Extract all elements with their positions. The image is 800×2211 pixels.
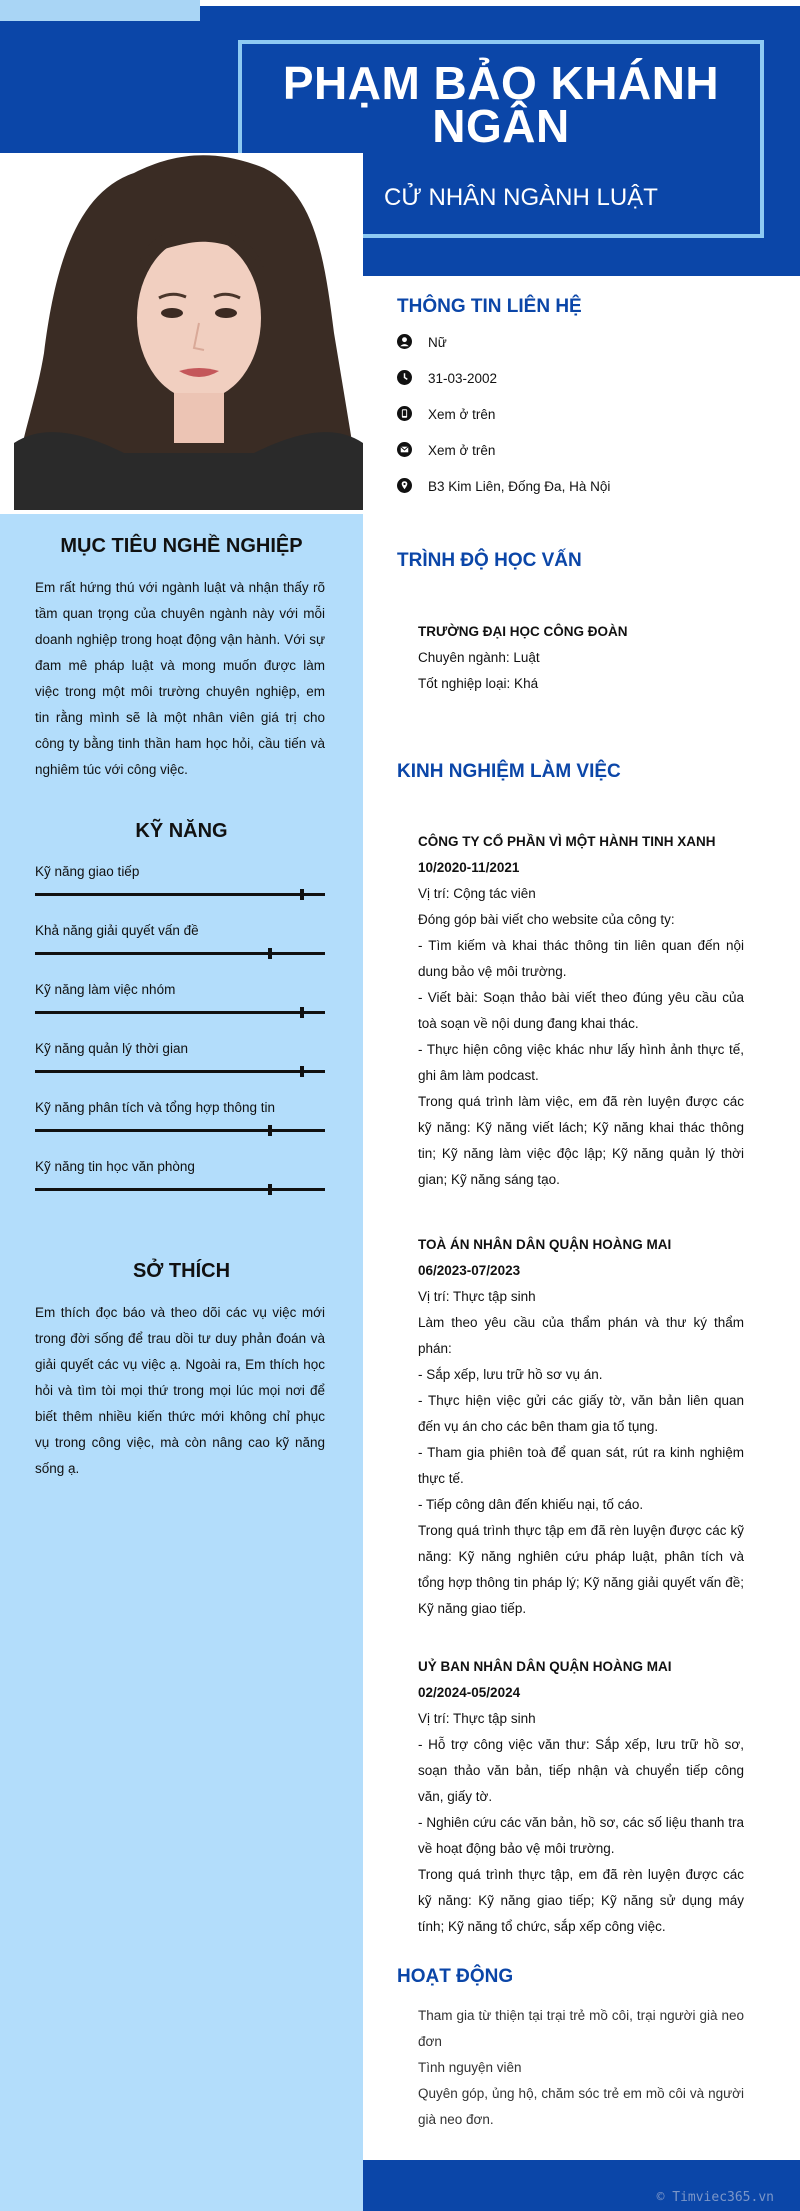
job-entry xyxy=(418,1654,744,1940)
job-line: Làm theo yêu cầu của thẩm phán và thư ký thẩm phán: xyxy=(418,1315,744,1356)
skill-bar xyxy=(35,893,325,896)
job-period: 06/2023-07/2023 xyxy=(418,1263,521,1278)
job-period: 02/2024-05/2024 xyxy=(418,1685,521,1700)
contact-birthday-text: 31-03-2002 xyxy=(428,371,498,386)
job-period: 10/2020-11/2021 xyxy=(418,860,520,875)
clock-icon xyxy=(397,370,412,385)
skill-level-marker xyxy=(300,1066,304,1077)
contact-email-text: Xem ở trên xyxy=(428,443,496,458)
user-icon xyxy=(397,334,412,349)
profile-photo xyxy=(14,153,363,510)
experience-heading: KINH NGHIỆM LÀM VIỆC xyxy=(397,761,621,782)
candidate-name xyxy=(242,57,760,152)
skill-label: Kỹ năng tin học văn phòng xyxy=(35,1159,195,1174)
job-company: CÔNG TY CỔ PHẦN VÌ MỘT HÀNH TINH XANH xyxy=(418,834,716,849)
candidate-name-line2: NGÂN xyxy=(432,100,570,152)
job-line: - Viết bài: Soạn thảo bài viết theo đúng yêu cầu của toà soạn về nội dung đang khai thác. xyxy=(418,990,744,1031)
skill-bar xyxy=(35,1129,325,1132)
skill-label: Khả năng giải quyết vấn đề xyxy=(35,923,199,938)
skill-level-marker xyxy=(268,1125,272,1136)
job-position: Vị trí: Thực tập sinh xyxy=(418,1289,536,1304)
job-line: Trong quá trình làm việc, em đã rèn luyện được các kỹ năng: Kỹ năng viết lách; Kỹ năng khai thác thông tin; Kỹ năng làm việc độc lập; Kỹ năng quản lý thời gian; Kỹ năng sáng tạo. xyxy=(418,1094,744,1187)
contact-heading: THÔNG TIN LIÊN HỆ xyxy=(397,296,582,317)
job-line: - Nghiên cứu các văn bản, hồ sơ, các số liệu thanh tra về hoạt động bảo vệ môi trường. xyxy=(418,1815,744,1856)
skill-level-marker xyxy=(268,948,272,959)
contact-gender-text: Nữ xyxy=(428,335,447,350)
job-line: Trong quá trình thực tập, em đã rèn luyện được các kỹ năng: Kỹ năng giao tiếp; Kỹ năng sử dụng máy tính; Kỹ năng tổ chức, sắp xếp công việc. xyxy=(418,1867,744,1934)
candidate-title: CỬ NHÂN NGÀNH LUẬT xyxy=(384,184,658,211)
contact-phone-text: Xem ở trên xyxy=(428,407,496,422)
header-accent-strip xyxy=(0,0,200,21)
objective-text: Em rất hứng thú với ngành luật và nhận thấy rõ tầm quan trọng của chuyên ngành này với mỗi doanh nghiệp trong hoạt động vận hành. Với sự đam mê pháp luật và mong muốn được làm việc trong một môi trường chuyên nghiệp, em tin rằng mình sẽ là một nhân viên giá trị cho công ty bằng tinh thần ham học hỏi, cầu tiến và nghiêm túc với công việc. xyxy=(35,580,325,777)
job-line: - Tiếp công dân đến khiếu nại, tố cáo. xyxy=(418,1497,644,1512)
phone-icon xyxy=(397,406,412,421)
job-line: Trong quá trình thực tập em đã rèn luyện được các kỹ năng: Kỹ năng nghiên cứu pháp luật, phân tích và tổng hợp thông tin pháp lý; Kỹ năng giải quyết vấn đề; Kỹ năng giao tiếp. xyxy=(418,1523,744,1616)
job-entry xyxy=(418,1232,744,1622)
skill-bar xyxy=(35,1070,325,1073)
skill-label: Kỹ năng phân tích và tổng hợp thông tin xyxy=(35,1100,276,1115)
skill-bar xyxy=(35,952,325,955)
skill-label: Kỹ năng giao tiếp xyxy=(35,864,140,879)
mail-icon xyxy=(397,442,412,457)
job-line: - Thực hiện việc gửi các giấy tờ, văn bản liên quan đến vụ án cho các bên tham gia tố tụng. xyxy=(418,1393,744,1434)
job-position: Vị trí: Cộng tác viên xyxy=(418,886,536,901)
job-position: Vị trí: Thực tập sinh xyxy=(418,1711,536,1726)
education-grade: Tốt nghiệp loại: Khá xyxy=(418,676,539,691)
job-company: TOÀ ÁN NHÂN DÂN QUẬN HOÀNG MAI xyxy=(418,1237,672,1252)
skill-bar xyxy=(35,1011,325,1014)
education-heading: TRÌNH ĐỘ HỌC VẤN xyxy=(397,550,582,571)
objective-heading: MỤC TIÊU NGHỀ NGHIỆP xyxy=(60,535,303,557)
skill-bar xyxy=(35,1188,325,1191)
skill-level-marker xyxy=(300,889,304,900)
activity-item: Quyên góp, ủng hộ, chăm sóc trẻ em mồ côi và người già neo đơn. xyxy=(418,2086,744,2127)
portrait-illustration xyxy=(14,153,363,510)
footer-watermark: © Timviec365.vn xyxy=(656,2190,774,2205)
skill-level-marker xyxy=(300,1007,304,1018)
location-pin-icon xyxy=(397,478,412,493)
job-line: - Thực hiện công việc khác như lấy hình ảnh thực tế, ghi âm làm podcast. xyxy=(418,1042,744,1083)
candidate-name-line1: PHẠM BẢO KHÁNH xyxy=(282,57,720,109)
activities-heading: HOẠT ĐỘNG xyxy=(397,1966,514,1987)
job-entry xyxy=(418,829,744,1193)
hobbies-text: Em thích đọc báo và theo dõi các vụ việc mới trong đời sống để trau dồi tư duy phản đoán và giải quyết các vụ việc ạ. Ngoài ra, Em thích học hỏi và tìm tòi mọi thứ trong mọi lúc mọi nơi để biết thêm nhiều kiến thức mới không chỉ phục vụ trong công việc, mà còn nâng cao kỹ năng sống ạ. xyxy=(35,1305,325,1476)
skill-label: Kỹ năng quản lý thời gian xyxy=(35,1041,188,1056)
job-line: - Tham gia phiên toà để quan sát, rút ra kinh nghiệm thực tế. xyxy=(418,1445,744,1486)
activity-item: Tham gia từ thiện tại trại trẻ mồ côi, trại người già neo đơn xyxy=(418,2008,744,2049)
activity-item: Tình nguyện viên xyxy=(418,2060,522,2075)
skill-level-marker xyxy=(268,1184,272,1195)
job-line: - Hỗ trợ công việc văn thư: Sắp xếp, lưu trữ hồ sơ, soạn thảo văn bản, tiếp nhận và chuyển tiếp công văn, giấy tờ. xyxy=(418,1737,744,1804)
contact-address-text: B3 Kim Liên, Đống Đa, Hà Nội xyxy=(428,479,611,494)
job-line: - Tìm kiếm và khai thác thông tin liên quan đến nội dung bảo vệ môi trường. xyxy=(418,938,744,979)
education-major: Chuyên ngành: Luật xyxy=(418,650,540,665)
job-line: - Sắp xếp, lưu trữ hồ sơ vụ án. xyxy=(418,1367,603,1382)
skill-label: Kỹ năng làm việc nhóm xyxy=(35,982,176,997)
activities-list xyxy=(418,2003,744,2133)
skills-heading: KỸ NĂNG xyxy=(135,820,228,842)
education-school: TRƯỜNG ĐẠI HỌC CÔNG ĐOÀN xyxy=(418,624,628,639)
job-company: UỶ BAN NHÂN DÂN QUẬN HOÀNG MAI xyxy=(418,1659,672,1674)
hobbies-heading: SỞ THÍCH xyxy=(132,1260,231,1282)
job-line: Đóng góp bài viết cho website của công ty: xyxy=(418,912,675,927)
